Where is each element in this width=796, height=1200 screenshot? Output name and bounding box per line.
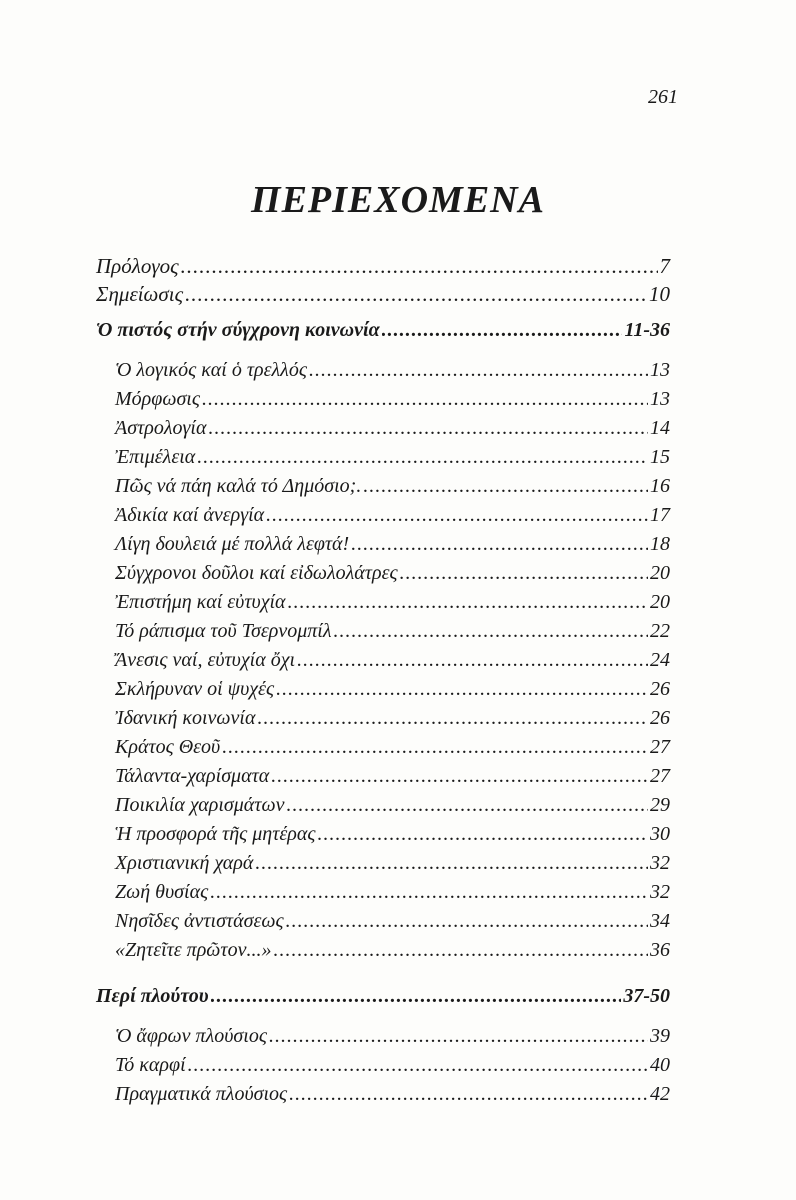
toc-item <box>115 617 670 645</box>
toc-item-page: 27 <box>650 736 670 758</box>
toc-item-page: 13 <box>650 359 670 381</box>
toc-item-label: Νησῖδες ἀντιστάσεως <box>115 910 284 932</box>
toc-item <box>115 704 670 732</box>
toc-item <box>115 530 670 558</box>
leader-dots <box>297 646 648 674</box>
toc-item-page: 20 <box>650 562 670 584</box>
toc-item <box>115 501 670 529</box>
toc-entry-page: 7 <box>659 254 670 278</box>
toc-item <box>115 1080 670 1108</box>
toc-item-page: 30 <box>650 823 670 845</box>
toc-item <box>115 907 670 935</box>
toc-item-page: 27 <box>650 765 670 787</box>
leader-dots <box>269 1022 648 1050</box>
leader-dots <box>222 733 648 761</box>
leader-dots <box>382 316 623 344</box>
leader-dots <box>211 982 622 1010</box>
toc-item-page: 39 <box>650 1025 670 1047</box>
toc-item-page: 24 <box>650 649 670 671</box>
toc-item <box>115 559 670 587</box>
toc-section-pages: 11-36 <box>624 319 670 341</box>
toc-entry-prologue <box>96 252 670 280</box>
toc-item-page: 18 <box>650 533 670 555</box>
toc-section-label: Περί πλούτου <box>96 985 209 1007</box>
leader-dots <box>273 936 648 964</box>
toc-item-label: Ἐπιμέλεια <box>115 446 196 468</box>
toc-item-label: Ὁ λογικός καί ὁ τρελλός <box>115 359 307 381</box>
toc-item-label: Τό καρφί <box>115 1054 186 1076</box>
toc-item-page: 36 <box>650 939 670 961</box>
toc-item-page: 15 <box>650 446 670 468</box>
leader-dots <box>185 280 647 308</box>
toc-item <box>115 1022 670 1050</box>
toc-item <box>115 385 670 413</box>
toc-item <box>115 414 670 442</box>
toc-item-page: 13 <box>650 388 670 410</box>
leader-dots <box>255 849 648 877</box>
toc-section-heading <box>96 982 670 1010</box>
leader-dots <box>208 414 648 442</box>
toc-item <box>115 675 670 703</box>
leader-dots <box>266 501 648 529</box>
leader-dots <box>286 791 648 819</box>
toc-item-label: Λίγη δουλειά μέ πολλά λεφτά! <box>115 533 350 555</box>
toc-item <box>115 646 670 674</box>
leader-dots <box>197 443 648 471</box>
toc-item-label: Ὁ ἄφρων πλούσιος <box>115 1025 267 1047</box>
toc-item-label: Μόρφωσις <box>115 388 200 410</box>
leader-dots <box>202 385 648 413</box>
toc-item-label: Τάλαντα-χαρίσματα <box>115 765 270 787</box>
toc-item-label: Τό ράπισμα τοῦ Τσερνομπίλ <box>115 620 332 642</box>
toc-item-label: Ἡ προσφορά τῆς μητέρας <box>115 823 316 845</box>
toc-section-label: Ὁ πιστός στήν σύγχρονη κοινωνία <box>96 319 380 341</box>
leader-dots <box>363 472 648 500</box>
toc-item-label: Ἀστρολογία <box>115 417 207 439</box>
toc-item-label: Κράτος Θεοῦ <box>115 736 221 758</box>
toc-item <box>115 1051 670 1079</box>
toc-item <box>115 936 670 964</box>
toc-item-page: 29 <box>650 794 670 816</box>
toc-item-label: Χριστιανική χαρά <box>115 852 254 874</box>
toc-item-label: Ἀδικία καί ἀνεργία <box>115 504 265 526</box>
leader-dots <box>286 907 648 935</box>
leader-dots <box>276 675 648 703</box>
toc-item-page: 22 <box>650 620 670 642</box>
toc-item-page: 20 <box>650 591 670 613</box>
toc-item-page: 40 <box>650 1054 670 1076</box>
toc-item-page: 16 <box>650 475 670 497</box>
toc-item-page: 26 <box>650 678 670 700</box>
leader-dots <box>351 530 648 558</box>
toc-item <box>115 472 670 500</box>
leader-dots <box>188 1051 648 1079</box>
toc-item <box>115 762 670 790</box>
leader-dots <box>210 878 648 906</box>
leader-dots <box>181 252 658 280</box>
toc-section-pages: 37-50 <box>623 985 670 1007</box>
leader-dots <box>289 1080 648 1108</box>
toc-item <box>115 791 670 819</box>
toc-item-label: Πῶς νά πάη καλά τό Δημόσιο;. <box>115 475 362 497</box>
toc-item <box>115 356 670 384</box>
toc-item <box>115 588 670 616</box>
toc-entry-page: 10 <box>649 282 670 306</box>
toc-item-label: Ποικιλία χαρισμάτων <box>115 794 285 816</box>
toc-item-page: 17 <box>650 504 670 526</box>
toc-item <box>115 733 670 761</box>
toc-item-page: 42 <box>650 1083 670 1105</box>
leader-dots <box>334 617 648 645</box>
toc-item-page: 32 <box>650 852 670 874</box>
toc-item-label: Ἰδανική κοινωνία <box>115 707 256 729</box>
leader-dots <box>271 762 648 790</box>
leader-dots <box>288 588 648 616</box>
toc-item-page: 14 <box>650 417 670 439</box>
leader-dots <box>400 559 648 587</box>
toc-item-label: Ἐπιστήμη καί εὐτυχία <box>115 591 286 613</box>
page-title: ΠΕΡΙΕΧΟΜΕΝΑ <box>251 179 545 221</box>
toc-item-label: Πραγματικά πλούσιος <box>115 1083 288 1105</box>
toc-section-heading <box>96 316 670 344</box>
toc-item-label: «Ζητεῖτε πρῶτον...» <box>115 939 272 961</box>
leader-dots <box>317 820 648 848</box>
toc-item-label: Σύγχρονοι δοῦλοι καί εἰδωλολάτρες <box>115 562 398 584</box>
toc-item-label: Σκλήρυναν οἱ ψυχές <box>115 678 275 700</box>
toc-item <box>115 849 670 877</box>
leader-dots <box>309 356 648 384</box>
toc-item-page: 32 <box>650 881 670 903</box>
toc-entry-label: Σημείωσις <box>96 282 184 306</box>
toc-item-page: 34 <box>650 910 670 932</box>
toc-entry-notes <box>96 280 670 308</box>
page-number: 261 <box>648 86 678 108</box>
leader-dots <box>257 704 648 732</box>
toc-item-label: Ἄνεσις ναί, εὐτυχία ὄχι <box>115 649 296 671</box>
toc-item-page: 26 <box>650 707 670 729</box>
toc-item <box>115 443 670 471</box>
toc-item <box>115 878 670 906</box>
toc-entry-label: Πρόλογος <box>96 254 179 278</box>
toc-item <box>115 820 670 848</box>
toc-item-label: Ζωή θυσίας <box>115 881 209 903</box>
